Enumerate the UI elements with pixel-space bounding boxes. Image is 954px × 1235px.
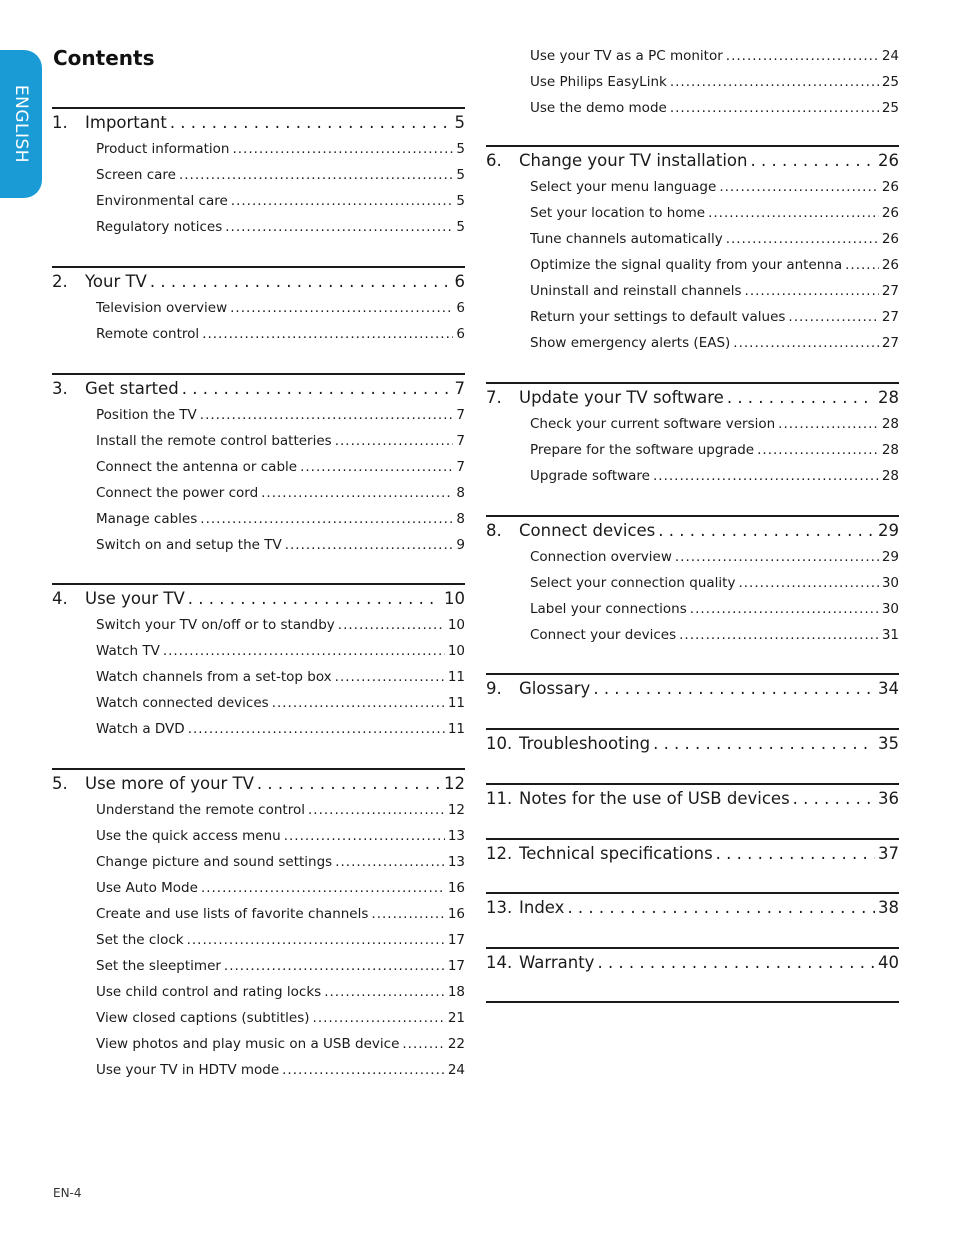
entry-page: 13 [447, 828, 465, 844]
leader-dots [188, 721, 445, 737]
section-title: Get started [85, 379, 179, 398]
entry-page: 27 [881, 309, 899, 325]
toc-entry[interactable] [530, 335, 899, 353]
page-number: EN-4 [53, 1186, 82, 1200]
entry-title: Set your location to home [530, 205, 706, 221]
toc-section-heading[interactable] [486, 953, 899, 975]
entry-page: 5 [456, 219, 465, 235]
entry-page: 26 [881, 257, 899, 273]
section-title: Index [519, 898, 565, 917]
leader-dots [750, 151, 875, 170]
toc-section-heading[interactable] [52, 272, 465, 294]
entry-page: 16 [447, 906, 465, 922]
entry-title: Use the quick access menu [96, 828, 281, 844]
toc-entry[interactable] [96, 485, 465, 503]
leader-dots [726, 48, 879, 64]
entry-title: Position the TV [96, 407, 197, 423]
toc-entry[interactable] [96, 802, 465, 820]
entry-page: 7 [456, 459, 465, 475]
entry-page: 26 [881, 179, 899, 195]
entry-title: Uninstall and reinstall channels [530, 283, 742, 299]
toc-section-heading[interactable] [486, 521, 899, 543]
leader-dots [170, 113, 452, 132]
entry-title: Change picture and sound settings [96, 854, 333, 870]
toc-entry[interactable] [96, 828, 465, 846]
toc-entry[interactable] [530, 601, 899, 619]
entry-title: Set the sleeptimer [96, 958, 221, 974]
entry-page: 17 [447, 958, 465, 974]
section-number: 7. [486, 388, 502, 407]
entry-title: Remote control [96, 326, 200, 342]
leader-dots [335, 854, 445, 870]
entry-page: 30 [881, 575, 899, 591]
entry-page: 30 [881, 601, 899, 617]
entry-title: Regulatory notices [96, 219, 223, 235]
entry-page: 26 [881, 205, 899, 221]
leader-dots [726, 231, 879, 247]
leader-dots [282, 1062, 445, 1078]
section-divider [486, 783, 899, 785]
section-divider [486, 892, 899, 894]
section-page: 29 [878, 521, 899, 540]
entry-page: 10 [447, 643, 465, 659]
entry-page: 28 [881, 468, 899, 484]
section-number: 6. [486, 151, 502, 170]
toc-entry[interactable] [96, 721, 465, 739]
toc-entry[interactable] [96, 300, 465, 318]
leader-dots [788, 309, 878, 325]
entry-title: Return your settings to default values [530, 309, 786, 325]
entry-page: 10 [447, 617, 465, 633]
toc-entry[interactable] [530, 416, 899, 434]
entry-page: 6 [456, 300, 465, 316]
section-divider [486, 1001, 899, 1003]
entry-page: 5 [456, 167, 465, 183]
section-page: 12 [444, 774, 465, 793]
entry-page: 18 [447, 984, 465, 1000]
toc-entry[interactable] [96, 459, 465, 477]
leader-dots [719, 179, 879, 195]
toc-section-heading[interactable] [486, 789, 899, 811]
toc-section-heading[interactable] [52, 113, 465, 135]
section-divider [52, 266, 465, 268]
entry-page: 5 [456, 193, 465, 209]
section-page: 37 [878, 844, 899, 863]
entry-page: 6 [456, 326, 465, 342]
section-title: Notes for the use of USB devices [519, 789, 790, 808]
entry-title: Connection overview [530, 549, 672, 565]
leader-dots [201, 880, 445, 896]
toc-section-heading[interactable] [486, 734, 899, 756]
entry-page: 9 [456, 537, 465, 553]
section-title: Use your TV [85, 589, 185, 608]
leader-dots [708, 205, 879, 221]
toc-entry[interactable] [96, 984, 465, 1002]
leader-dots [593, 679, 875, 698]
leader-dots [225, 219, 453, 235]
leader-dots [371, 906, 444, 922]
entry-title: Create and use lists of favorite channels [96, 906, 369, 922]
leader-dots [679, 627, 879, 643]
toc-entry[interactable] [96, 219, 465, 237]
leader-dots [285, 537, 454, 553]
entry-page: 27 [881, 335, 899, 351]
entry-title: Connect the power cord [96, 485, 259, 501]
section-title: Troubleshooting [519, 734, 651, 753]
toc-section-heading[interactable] [52, 774, 465, 796]
section-divider [52, 373, 465, 375]
entry-title: Connect the antenna or cable [96, 459, 298, 475]
toc-entry[interactable] [96, 669, 465, 687]
entry-title: Use the demo mode [530, 100, 667, 116]
leader-dots [313, 1010, 445, 1026]
entry-title: Use your TV in HDTV mode [96, 1062, 280, 1078]
entry-title: Television overview [96, 300, 228, 316]
entry-title: Prepare for the software upgrade [530, 442, 755, 458]
entry-page: 29 [881, 549, 899, 565]
entry-title: Screen care [96, 167, 176, 183]
leader-dots [200, 511, 453, 527]
entry-title: Product information [96, 141, 230, 157]
section-divider [486, 673, 899, 675]
toc-section-heading[interactable] [52, 589, 465, 611]
toc-entry[interactable] [96, 1036, 465, 1054]
section-title: Technical specifications [519, 844, 713, 863]
section-title: Connect devices [519, 521, 656, 540]
toc-entry[interactable] [530, 74, 899, 92]
section-divider [486, 947, 899, 949]
entry-title: Use your TV as a PC monitor [530, 48, 723, 64]
toc-section-heading[interactable] [52, 379, 465, 401]
entry-title: Watch connected devices [96, 695, 269, 711]
leader-dots [187, 932, 445, 948]
leader-dots [188, 589, 441, 608]
section-divider [52, 583, 465, 585]
entry-page: 22 [447, 1036, 465, 1052]
leader-dots [670, 100, 879, 116]
section-divider [486, 382, 899, 384]
leader-dots [284, 828, 445, 844]
toc-section-heading[interactable] [486, 898, 899, 920]
leader-dots [182, 379, 452, 398]
leader-dots [179, 167, 453, 183]
entry-title: Connect your devices [530, 627, 677, 643]
section-page: 40 [878, 953, 899, 972]
leader-dots [738, 575, 878, 591]
entry-title: Show emergency alerts (EAS) [530, 335, 731, 351]
leader-dots [658, 521, 875, 540]
section-page: 36 [878, 789, 899, 808]
entry-title: Tune channels automatically [530, 231, 723, 247]
section-page: 10 [444, 589, 465, 608]
entry-page: 21 [447, 1010, 465, 1026]
leader-dots [597, 953, 875, 972]
section-divider [486, 515, 899, 517]
leader-dots [716, 844, 875, 863]
entry-title: Select your menu language [530, 179, 717, 195]
leader-dots [402, 1036, 444, 1052]
section-page: 34 [878, 679, 899, 698]
leader-dots [845, 257, 879, 273]
leader-dots [232, 141, 453, 157]
toc-entry[interactable] [96, 854, 465, 872]
toc-entry[interactable] [530, 48, 899, 66]
entry-page: 7 [456, 407, 465, 423]
section-divider [486, 728, 899, 730]
language-tab-label: ENGLISH [11, 84, 31, 164]
leader-dots [335, 669, 445, 685]
toc-entry[interactable] [96, 407, 465, 425]
page-title: Contents [53, 46, 155, 70]
toc-entry[interactable] [530, 549, 899, 567]
entry-title: Switch on and setup the TV [96, 537, 282, 553]
toc-section-heading[interactable] [486, 151, 899, 173]
entry-page: 24 [881, 48, 899, 64]
toc-entry[interactable] [530, 283, 899, 301]
leader-dots [727, 388, 875, 407]
entry-title: Label your connections [530, 601, 687, 617]
entry-page: 24 [447, 1062, 465, 1078]
toc-entry[interactable] [96, 537, 465, 555]
section-number: 11. [486, 789, 513, 808]
leader-dots [335, 433, 454, 449]
section-title: Update your TV software [519, 388, 724, 407]
entry-page: 13 [447, 854, 465, 870]
entry-page: 17 [447, 932, 465, 948]
leader-dots [338, 617, 445, 633]
entry-page: 11 [447, 669, 465, 685]
entry-title: Install the remote control batteries [96, 433, 332, 449]
leader-dots [324, 984, 445, 1000]
entry-title: Optimize the signal quality from your antenna [530, 257, 843, 273]
entry-page: 28 [881, 442, 899, 458]
section-title: Your TV [85, 272, 147, 291]
leader-dots [690, 601, 879, 617]
toc-entry[interactable] [530, 100, 899, 118]
toc-entry[interactable] [96, 617, 465, 635]
section-page: 38 [878, 898, 899, 917]
leader-dots [300, 459, 453, 475]
entry-page: 12 [447, 802, 465, 818]
section-page: 6 [454, 272, 465, 291]
leader-dots [653, 734, 875, 753]
leader-dots [150, 272, 452, 291]
toc-entry[interactable] [530, 309, 899, 327]
leader-dots [745, 283, 879, 299]
toc-section-heading[interactable] [486, 844, 899, 866]
leader-dots [793, 789, 875, 808]
entry-title: Use child control and rating locks [96, 984, 322, 1000]
leader-dots [272, 695, 445, 711]
toc-entry[interactable] [530, 179, 899, 197]
toc-entry[interactable] [96, 326, 465, 344]
section-number: 2. [52, 272, 68, 291]
leader-dots [163, 643, 445, 659]
toc-entry[interactable] [96, 433, 465, 451]
entry-page: 11 [447, 695, 465, 711]
entry-page: 28 [881, 416, 899, 432]
toc-entry[interactable] [530, 257, 899, 275]
section-title: Warranty [519, 953, 595, 972]
leader-dots [200, 407, 454, 423]
entry-page: 31 [881, 627, 899, 643]
entry-page: 27 [881, 283, 899, 299]
toc-entry[interactable] [530, 231, 899, 249]
entry-title: Watch channels from a set-top box [96, 669, 332, 685]
toc-entry[interactable] [96, 880, 465, 898]
entry-title: Check your current software version [530, 416, 776, 432]
leader-dots [224, 958, 445, 974]
entry-page: 11 [447, 721, 465, 737]
entry-page: 16 [447, 880, 465, 896]
toc-entry[interactable] [96, 193, 465, 211]
toc-entry[interactable] [96, 695, 465, 713]
section-number: 4. [52, 589, 68, 608]
toc-entry[interactable] [96, 167, 465, 185]
section-page: 5 [454, 113, 465, 132]
entry-title: View closed captions (subtitles) [96, 1010, 310, 1026]
entry-page: 25 [881, 74, 899, 90]
toc-entry[interactable] [96, 1010, 465, 1028]
toc-entry[interactable] [530, 468, 899, 486]
section-title: Important [85, 113, 167, 132]
entry-title: Use Philips EasyLink [530, 74, 667, 90]
entry-title: Select your connection quality [530, 575, 736, 591]
entry-title: Manage cables [96, 511, 198, 527]
entry-title: Switch your TV on/off or to standby [96, 617, 335, 633]
leader-dots [757, 442, 879, 458]
entry-page: 7 [456, 433, 465, 449]
section-number: 3. [52, 379, 68, 398]
section-title: Change your TV installation [519, 151, 748, 170]
entry-title: Environmental care [96, 193, 228, 209]
toc-entry[interactable] [96, 1062, 465, 1080]
section-title: Glossary [519, 679, 591, 698]
language-tab [0, 50, 42, 198]
leader-dots [670, 74, 879, 90]
section-number: 5. [52, 774, 68, 793]
section-divider [52, 107, 465, 109]
section-number: 10. [486, 734, 513, 753]
section-page: 7 [454, 379, 465, 398]
entry-page: 8 [456, 485, 465, 501]
section-title: Use more of your TV [85, 774, 254, 793]
toc-entry[interactable] [96, 932, 465, 950]
entry-title: Use Auto Mode [96, 880, 198, 896]
leader-dots [230, 300, 453, 316]
section-page: 28 [878, 388, 899, 407]
toc-entry[interactable] [530, 575, 899, 593]
toc-section-heading[interactable] [486, 388, 899, 410]
toc-entry[interactable] [96, 643, 465, 661]
section-number: 8. [486, 521, 502, 540]
toc-entry[interactable] [96, 511, 465, 529]
section-number: 12. [486, 844, 513, 863]
toc-entry[interactable] [96, 958, 465, 976]
leader-dots [567, 898, 875, 917]
leader-dots [308, 802, 445, 818]
entry-page: 26 [881, 231, 899, 247]
section-number: 1. [52, 113, 68, 132]
toc-entry[interactable] [530, 442, 899, 460]
entry-title: Watch TV [96, 643, 160, 659]
toc-section-heading[interactable] [486, 679, 899, 701]
section-number: 9. [486, 679, 502, 698]
section-divider [52, 768, 465, 770]
entry-page: 25 [881, 100, 899, 116]
leader-dots [257, 774, 441, 793]
leader-dots [261, 485, 453, 501]
leader-dots [653, 468, 879, 484]
toc-entry[interactable] [96, 906, 465, 924]
leader-dots [202, 326, 453, 342]
entry-page: 5 [456, 141, 465, 157]
section-number: 13. [486, 898, 513, 917]
section-page: 35 [878, 734, 899, 753]
toc-entry[interactable] [96, 141, 465, 159]
toc-entry[interactable] [530, 205, 899, 223]
leader-dots [733, 335, 879, 351]
leader-dots [675, 549, 879, 565]
entry-title: View photos and play music on a USB device [96, 1036, 400, 1052]
section-page: 26 [878, 151, 899, 170]
section-number: 14. [486, 953, 513, 972]
toc-entry[interactable] [530, 627, 899, 645]
section-divider [486, 838, 899, 840]
entry-title: Set the clock [96, 932, 184, 948]
leader-dots [231, 193, 454, 209]
entry-title: Upgrade software [530, 468, 650, 484]
entry-title: Understand the remote control [96, 802, 305, 818]
leader-dots [778, 416, 879, 432]
entry-page: 8 [456, 511, 465, 527]
section-divider [486, 145, 899, 147]
entry-title: Watch a DVD [96, 721, 185, 737]
